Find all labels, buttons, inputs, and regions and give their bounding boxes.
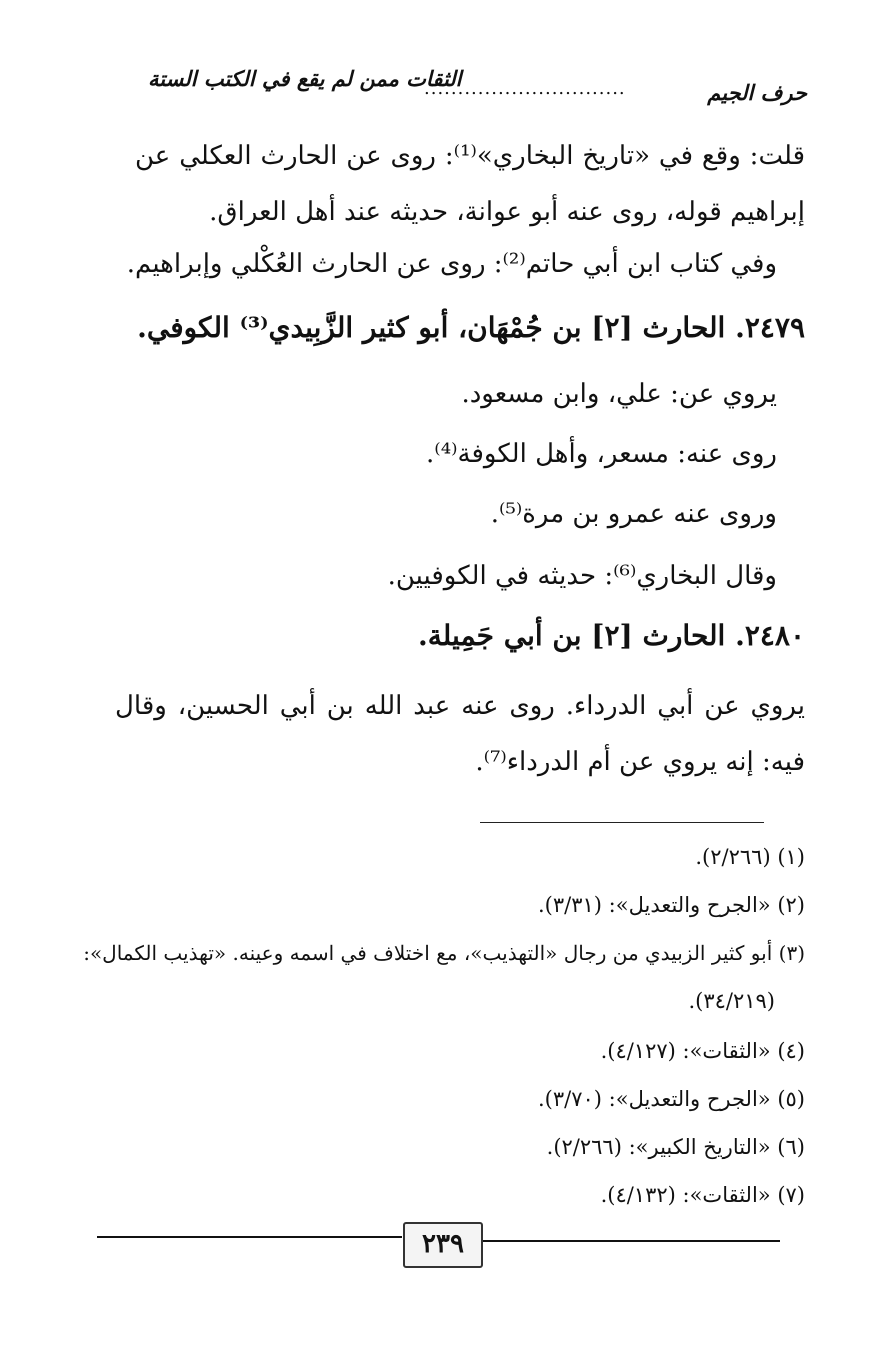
footer-rule-left bbox=[97, 1236, 402, 1238]
entry-heading-2480: ٢٤٨٠. الحارث [٢] بن أبي جَمِيلة. bbox=[418, 619, 805, 652]
entry-2479-narrated-by: روى عنه: مسعر، وأهل الكوفة⁽⁴⁾. bbox=[426, 439, 777, 469]
footnote-5: (٥) «الجرح والتعديل»: (٣/٧٠). bbox=[537, 1087, 805, 1111]
entry-2480-text: يروي عن أبي الدرداء. روى عنه عبد الله بن أبي الحسين، وقال فيه: إنه يروي عن أم الدرداء⁽⁷⁾. bbox=[115, 691, 805, 777]
entry-2479-narrated-by-amr: وروى عنه عمرو بن مرة⁽⁵⁾. bbox=[490, 499, 777, 529]
entry-2479-narrates-from: يروي عن: علي، وابن مسعود. bbox=[461, 379, 777, 409]
footer-rule-right bbox=[478, 1240, 780, 1242]
paragraph-ibn-abi-hatim-note: وفي كتاب ابن أبي حاتم⁽²⁾: روى عن الحارث العُكْلي وإبراهيم. bbox=[126, 249, 777, 279]
footnote-separator bbox=[480, 822, 764, 823]
footnote-7: (٧) «الثقات»: (٤/١٣٢). bbox=[600, 1183, 805, 1207]
page-number: ٢٣٩ bbox=[403, 1222, 483, 1268]
footnote-3-continued: (٣٤/٢١٩). bbox=[688, 989, 775, 1013]
footnote-4: (٤) «الثقات»: (٤/١٢٧). bbox=[600, 1039, 805, 1063]
running-header-book-title: الثقات ممن لم يقع في الكتب الستة bbox=[148, 66, 462, 91]
footnote-3: (٣) أبو كثير الزبيدي من رجال «التهذيب»، مع اختلاف في اسمه وعينه. «تهذيب الكمال»: bbox=[83, 941, 805, 965]
entry-2479-bukhari-remark: وقال البخاري⁽⁶⁾: حديثه في الكوفيين. bbox=[387, 561, 777, 591]
footnote-1: (١) (٢/٢٦٦). bbox=[695, 845, 805, 869]
footnote-2: (٢) «الجرح والتعديل»: (٣/٣١). bbox=[537, 893, 805, 917]
running-header-chapter: حرف الجيم bbox=[707, 80, 807, 105]
paragraph-bukhari-note: قلت: وقع في «تاريخ البخاري»⁽¹⁾: روى عن الحارث العكلي عن إبراهيم قوله، روى عنه أبو عوانة، حديثه عند أهل العراق. bbox=[135, 141, 806, 227]
footnote-6: (٦) «التاريخ الكبير»: (٢/٢٦٦). bbox=[546, 1135, 805, 1159]
running-header-dots: .............................. bbox=[424, 78, 626, 99]
entry-heading-2479: ٢٤٧٩. الحارث [٢] بن جُمْهَان، أبو كثير الزَّبِيدي⁽³⁾ الكوفي. bbox=[137, 311, 805, 344]
